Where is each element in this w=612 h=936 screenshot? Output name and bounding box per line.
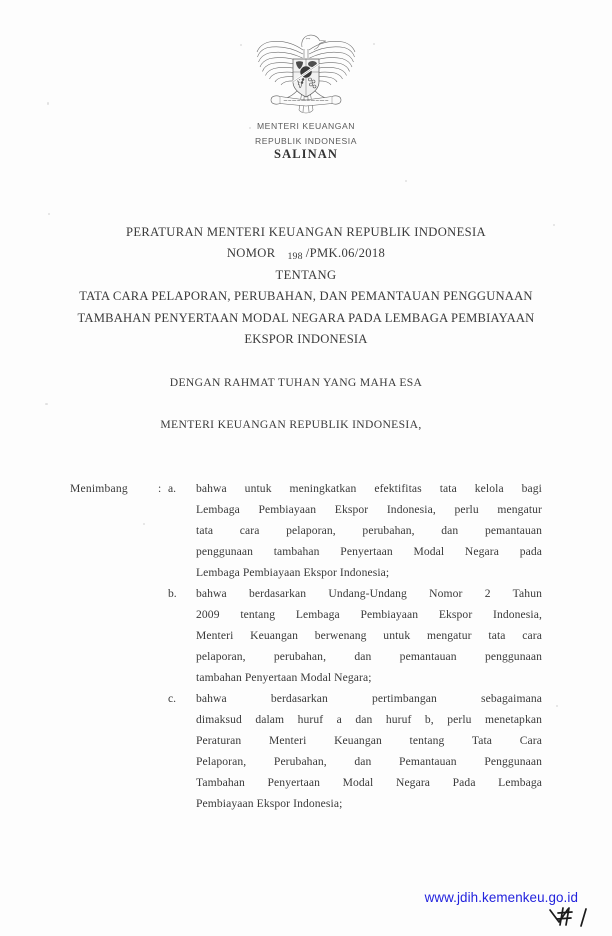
ministry-name-line2: REPUBLIK INDONESIA [254, 135, 358, 146]
item-text-b [196, 583, 542, 688]
blessing-line: DENGAN RAHMAT TUHAN YANG MAHA ESA [169, 376, 423, 389]
item-marker-a: a. [168, 482, 177, 495]
nomor-suffix: /PMK.06/2018 [305, 246, 386, 260]
scan-speckle [48, 213, 50, 215]
item-a-line-3: tata cara pelaporan, perubahan, dan pemantauan [196, 524, 542, 537]
considering-colon: : [158, 482, 162, 495]
item-b-line-4: pelaporan, perubahan, dan pemantauan penggunaan [196, 650, 542, 663]
considering-item-b [168, 583, 542, 688]
item-marker-b: b. [168, 587, 177, 600]
considering-item-a [168, 478, 542, 583]
item-a-line-2: Lembaga Pembiayaan Ekspor Indonesia, perlu mengatur [196, 503, 542, 516]
considering-row [70, 478, 542, 814]
regulation-number-line [56, 243, 556, 265]
item-c-line-6: Pembiayaan Ekspor Indonesia; [196, 797, 343, 810]
considering-item-c [168, 688, 542, 814]
letterhead [0, 30, 612, 162]
regulation-heading: PERATURAN MENTERI KEUANGAN REPUBLIK INDONESIA [126, 225, 486, 239]
handwritten-paraph-mark [546, 905, 596, 933]
item-c-line-2: dimaksud dalam huruf a dan huruf b, perlu menetapkan [196, 713, 542, 726]
authority-line: MENTERI KEUANGAN REPUBLIK INDONESIA, [160, 418, 422, 431]
item-b-line-3: Menteri Keuangan berwenang untuk mengatur tata cara [196, 629, 542, 642]
considering-section [70, 478, 542, 814]
item-c-line-5: Tambahan Penyertaan Modal Negara Pada Lembaga [196, 776, 542, 789]
scan-speckle [556, 705, 558, 707]
item-a-line-1: bahwa untuk meningkatkan efektifitas tata kelola bagi [196, 482, 542, 495]
considering-item-list [168, 478, 542, 814]
jdih-footer-url[interactable]: www.jdih.kemenkeu.go.id [424, 890, 578, 905]
regulation-title-block [56, 222, 556, 351]
considering-label: Menimbang [70, 482, 128, 495]
tentang-label: TENTANG [275, 268, 337, 282]
item-marker-c: c. [168, 692, 177, 705]
item-c-line-4: Pelaporan, Perubahan, dan Pemantauan Penggunaan [196, 755, 542, 768]
subject-line-1: TATA CARA PELAPORAN, PERUBAHAN, DAN PEMANTAUAN PENGGUNAAN [79, 289, 533, 303]
copy-mark: SALINAN [274, 147, 338, 161]
nomor-value: 198 [287, 250, 303, 262]
scan-speckle [405, 180, 407, 182]
item-text-c [196, 688, 542, 814]
nomor-label: NOMOR [226, 246, 276, 260]
scan-speckle [45, 403, 48, 405]
garuda-pancasila-emblem [254, 30, 358, 118]
ministry-name-line1: MENTERI KEUANGAN [256, 121, 356, 131]
item-c-line-1: bahwa berdasarkan pertimbangan sebagaimana [196, 692, 542, 705]
item-b-line-2: 2009 tentang Lembaga Pembiayaan Ekspor Indonesia, [196, 608, 542, 621]
item-a-line-4: penggunaan tambahan Penyertaan Modal Negara pada [196, 545, 542, 558]
item-text-a [196, 478, 542, 583]
item-b-line-1: bahwa berdasarkan Undang-Undang Nomor 2 Tahun [196, 587, 542, 600]
item-a-line-5: Lembaga Pembiayaan Ekspor Indonesia; [196, 566, 390, 579]
preamble-block [56, 372, 556, 435]
subject-line-3: EKSPOR INDONESIA [244, 332, 368, 346]
item-b-line-5: tambahan Penyertaan Modal Negara; [196, 671, 372, 684]
subject-line-2: TAMBAHAN PENYERTAAN MODAL NEGARA PADA LEMBAGA PEMBIAYAAN [77, 310, 535, 325]
item-c-line-3: Peraturan Menteri Keuangan tentang Tata Cara [196, 734, 542, 747]
